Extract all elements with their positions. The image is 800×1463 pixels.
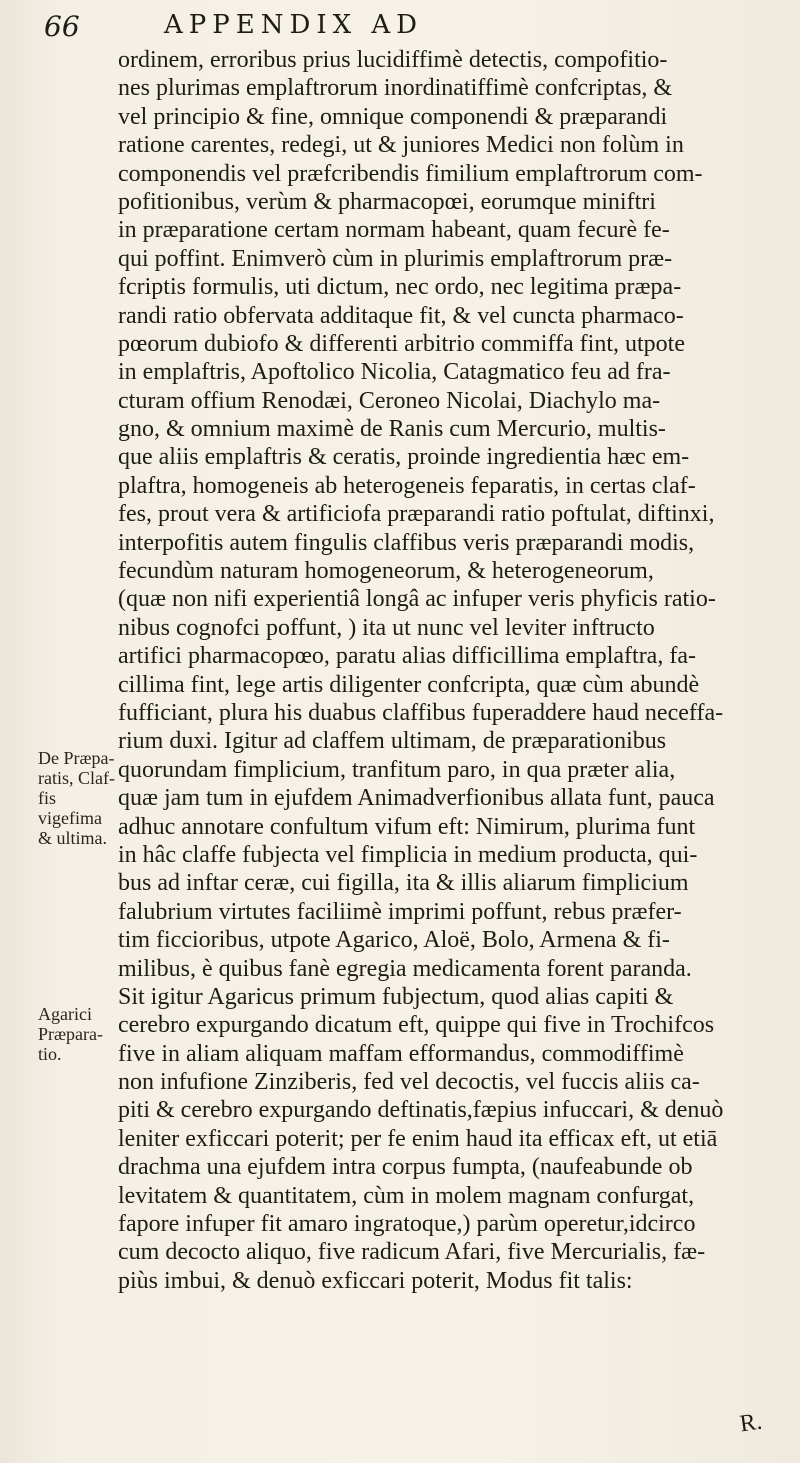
text-line: in hâc claffe fubjecta vel fimplicia in medium producta, qui- [118, 841, 698, 868]
text-line: cturam offium Renodæi, Ceroneo Nicolai, Diachylo ma- [118, 387, 661, 414]
text-line: milibus, è quibus fanè egregia medicamenta forent paranda. [118, 955, 692, 982]
text-line: cerebro expurgando dicatum eft, quippe qui five in Trochifcos [118, 1012, 715, 1039]
catchword: R. [738, 1408, 764, 1438]
text-line: pofitionibus, verùm & pharmacopœi, eorumque miniftri [118, 188, 656, 215]
text-line: in emplaftris, Apoftolico Nicolia, Catagmatico feu ad fra- [118, 359, 671, 386]
margin-note-line: Præpara- [38, 1024, 103, 1044]
margin-note-line: & ultima. [38, 828, 107, 848]
text-line: interpofitis autem fingulis claffibus veris præparandi modis, [118, 529, 695, 556]
margin-note-line: fis vigefima [38, 788, 102, 828]
text-line: artifici pharmacopœo, paratu alias difficillima emplaftra, fa- [118, 643, 696, 670]
text-line: tim ficcioribus, utpote Agarico, Aloë, Bolo, Armena & fi- [118, 927, 670, 954]
text-line: ratione carentes, redegi, ut & juniores Medici non folùm in [118, 132, 684, 159]
page-header [44, 8, 764, 43]
text-line: fcriptis formulis, uti dictum, nec ordo, nec legitima præpa- [118, 274, 682, 301]
text-line: fes, prout vera & artificiofa præparandi ratio poftulat, diftinxi, [118, 501, 715, 528]
margin-note-line: ratis, Claf- [38, 768, 115, 788]
page-number: 66 [44, 10, 80, 43]
text-line: leniter exficcari poterit; per fe enim haud ita efficax eft, ut etiā [118, 1125, 718, 1152]
text-line: in præparatione certam normam habeant, quam fecurè fe- [118, 217, 670, 244]
text-line: fecundùm naturam homogeneorum, & heterogeneorum, [118, 558, 654, 585]
margin-note-agarici [38, 1004, 116, 1064]
text-line: nes plurimas emplaftrorum inordinatiffimè confcriptas, & [118, 75, 673, 102]
text-line: nibus cognofci poffunt, ) ita ut nunc vel leviter inftructo [118, 614, 655, 641]
text-line: adhuc annotare confultum vifum eft: Nimirum, plurima funt [118, 813, 696, 840]
text-line: qui poffint. Enimverò cùm in plurimis emplaftrorum præ- [118, 245, 673, 272]
margin-note-de-praeparatis [38, 748, 116, 848]
text-line: five in aliam aliquam maffam efformandus, commodiffimè [118, 1040, 684, 1067]
text-line: cillima fint, lege artis diligenter confcripta, quæ cùm abundè [118, 671, 700, 698]
text-line: non infufione Zinziberis, fed vel decoctis, vel fuccis aliis ca- [118, 1069, 700, 1096]
margin-note-line: De Præpa- [38, 748, 115, 768]
text-line: (quæ non nifi experientiâ longâ ac infuper veris phyficis ratio- [118, 586, 716, 613]
text-line: Sit igitur Agaricus primum fubjectum, quod alias capiti & [118, 983, 674, 1010]
body-text [118, 46, 778, 1295]
text-line: quæ jam tum in ejufdem Animadverfionibus allata funt, pauca [118, 785, 715, 812]
text-line: fapore infuper fit amaro ingratoque,) parùm operetur,idcirco [118, 1211, 696, 1238]
margin-note-line: Agarici [38, 1004, 92, 1024]
text-line: ordinem, erroribus prius lucidiffimè detectis, compofitio- [118, 47, 668, 73]
text-line: cum decocto aliquo, five radicum Afari, five Mercurialis, fæ- [118, 1239, 706, 1266]
text-line: gno, & omnium maximè de Ranis cum Mercurio, multis- [118, 416, 666, 443]
text-line: plaftra, homogeneis ab heterogeneis feparatis, in certas claf- [118, 472, 696, 499]
text-line: pœorum dubiofo & differenti arbitrio commiffa fint, utpote [118, 330, 685, 357]
running-head: APPENDIX AD [164, 10, 424, 40]
margin-note-line: tio. [38, 1044, 62, 1064]
text-line: quorundam fimplicium, tranfitum paro, in qua præter alia, [118, 756, 676, 783]
text-line: piùs imbui, & denuò exficcari poterit, Modus fit talis: [118, 1267, 633, 1294]
text-line: piti & cerebro expurgando deftinatis,fæpius infuccari, & denuò [118, 1097, 724, 1124]
text-line: drachma una ejufdem intra corpus fumpta, (naufeabunde ob [118, 1154, 693, 1181]
text-line: fufficiant, plura his duabus claffibus fuperaddere haud neceffa- [118, 699, 724, 726]
text-line: componendis vel præfcribendis fimilium emplaftrorum com- [118, 160, 703, 187]
text-line: vel principio & fine, omnique componendi & præparandi [118, 103, 668, 130]
text-line: que aliis emplaftris & ceratis, proinde ingredientia hæc em- [118, 444, 690, 471]
text-line: levitatem & quantitatem, cùm in molem magnam confurgat, [118, 1182, 695, 1209]
text-line: bus ad inftar ceræ, cui figilla, ita & illis aliarum fimplicium [118, 870, 689, 897]
text-line: falubrium virtutes faciliimè imprimi poffunt, rebus præfer- [118, 898, 682, 925]
text-line: rium duxi. Igitur ad claffem ultimam, de præparationibus [118, 728, 667, 755]
text-line: randi ratio obfervata additaque fit, & vel cuncta pharmaco- [118, 302, 684, 329]
